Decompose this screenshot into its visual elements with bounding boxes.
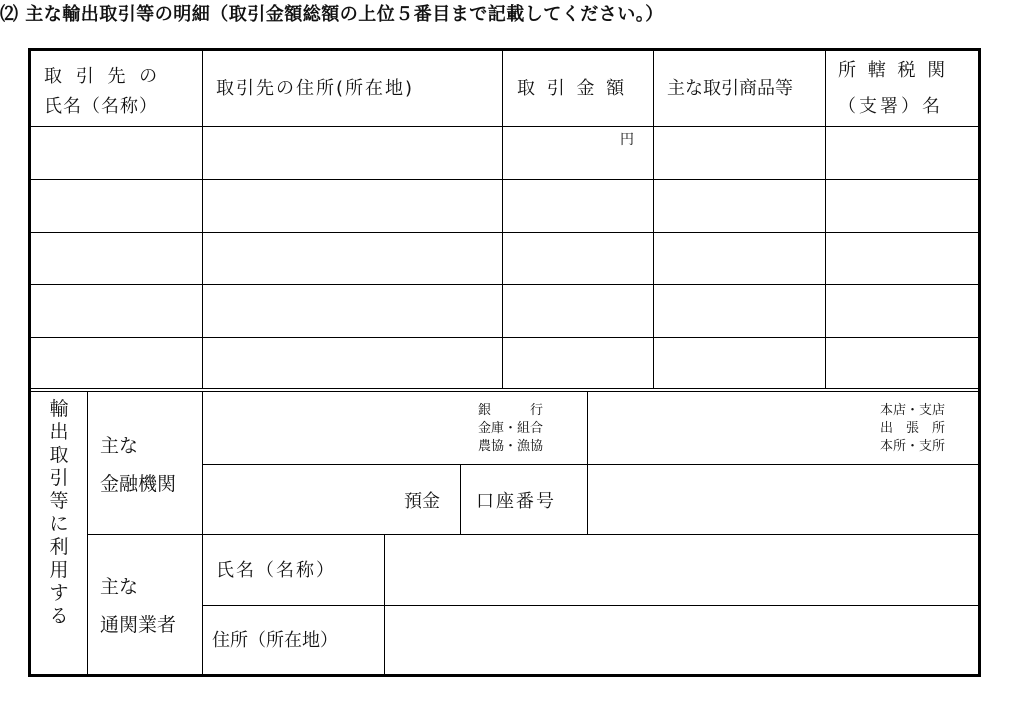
amount-cell[interactable]	[503, 285, 653, 337]
header-amount: 取 引 金 額	[517, 78, 628, 99]
tax-office-cell[interactable]	[826, 285, 978, 337]
broker-address-field[interactable]	[385, 606, 978, 674]
tax-office-cell[interactable]	[826, 338, 978, 388]
partner-name-cell[interactable]	[31, 285, 202, 337]
side-label-char: す	[49, 582, 69, 604]
partner-address-cell[interactable]	[203, 233, 502, 284]
side-label-char: 利	[49, 536, 69, 558]
tax-office-cell[interactable]	[826, 180, 978, 232]
goods-cell[interactable]	[654, 127, 825, 179]
header-partner-name-1: 取 引 先 の	[44, 66, 162, 87]
amount-cell[interactable]	[503, 338, 653, 388]
partner-name-cell[interactable]	[31, 338, 202, 388]
table-row	[31, 180, 978, 232]
broker-name-field[interactable]	[385, 535, 978, 605]
table-row	[31, 285, 978, 337]
partner-name-cell[interactable]	[31, 127, 202, 179]
header-partner-name-2: 氏名（名称）	[44, 96, 158, 117]
branch-type-shuchojo: 出 張 所	[880, 421, 946, 436]
tax-office-cell[interactable]	[826, 127, 978, 179]
tax-office-cell[interactable]	[826, 233, 978, 284]
side-label-char: 出	[49, 421, 69, 443]
bank-label-1: 主な	[100, 435, 139, 457]
side-label-char: 輸	[49, 398, 69, 420]
deposit-label: 預金	[404, 491, 440, 512]
side-label-char: に	[49, 513, 69, 535]
goods-cell[interactable]	[654, 285, 825, 337]
broker-label-2: 通関業者	[100, 614, 177, 636]
header-goods: 主な取引商品等	[667, 78, 793, 99]
side-label-char: 等	[49, 490, 69, 512]
bank-type-nokyo: 農協・漁協	[478, 439, 544, 454]
broker-address-label: 住所（所在地）	[212, 630, 338, 651]
partner-address-cell[interactable]	[203, 338, 502, 388]
goods-cell[interactable]	[654, 338, 825, 388]
utilize-side-label	[31, 398, 87, 628]
partner-address-cell[interactable]	[203, 285, 502, 337]
side-label-char: 用	[49, 559, 69, 581]
branch-type-honsho: 本所・支所	[880, 439, 946, 454]
header-partner-address: 取引先の住所(所在地)	[216, 78, 415, 99]
bank-type-options	[478, 402, 570, 456]
side-label-char: 引	[49, 467, 69, 489]
bank-type-bank: 銀 行	[478, 403, 544, 418]
side-label-char: 取	[49, 444, 69, 466]
branch-type-honten: 本店・支店	[880, 403, 946, 418]
header-tax-office-2: （支署）名	[838, 96, 943, 117]
header-tax-office-1: 所 轄 税 関	[838, 60, 949, 81]
branch-type-options	[880, 402, 970, 456]
partner-name-cell[interactable]	[31, 180, 202, 232]
goods-cell[interactable]	[654, 233, 825, 284]
partner-address-cell[interactable]	[203, 180, 502, 232]
side-label-char: る	[49, 605, 69, 627]
account-number-field[interactable]	[588, 465, 978, 534]
broker-name-label: 氏名（名称）	[216, 560, 336, 581]
partner-name-cell[interactable]	[31, 233, 202, 284]
partner-address-cell[interactable]	[203, 127, 502, 179]
amount-unit: 円	[620, 132, 634, 148]
table-row	[31, 338, 978, 388]
bank-label-2: 金融機関	[100, 473, 177, 495]
amount-cell[interactable]	[503, 127, 653, 179]
broker-label-1: 主な	[100, 576, 139, 598]
account-number-label: 口座番号	[476, 491, 556, 512]
goods-cell[interactable]	[654, 180, 825, 232]
bank-type-shinkin: 金庫・組合	[478, 421, 544, 436]
section-title: ⑵ 主な輸出取引等の明細（取引金額総額の上位５番目まで記載してください。）	[0, 4, 664, 25]
table-row	[31, 233, 978, 284]
amount-cell[interactable]	[503, 233, 653, 284]
amount-cell[interactable]	[503, 180, 653, 232]
table-row	[31, 127, 978, 179]
